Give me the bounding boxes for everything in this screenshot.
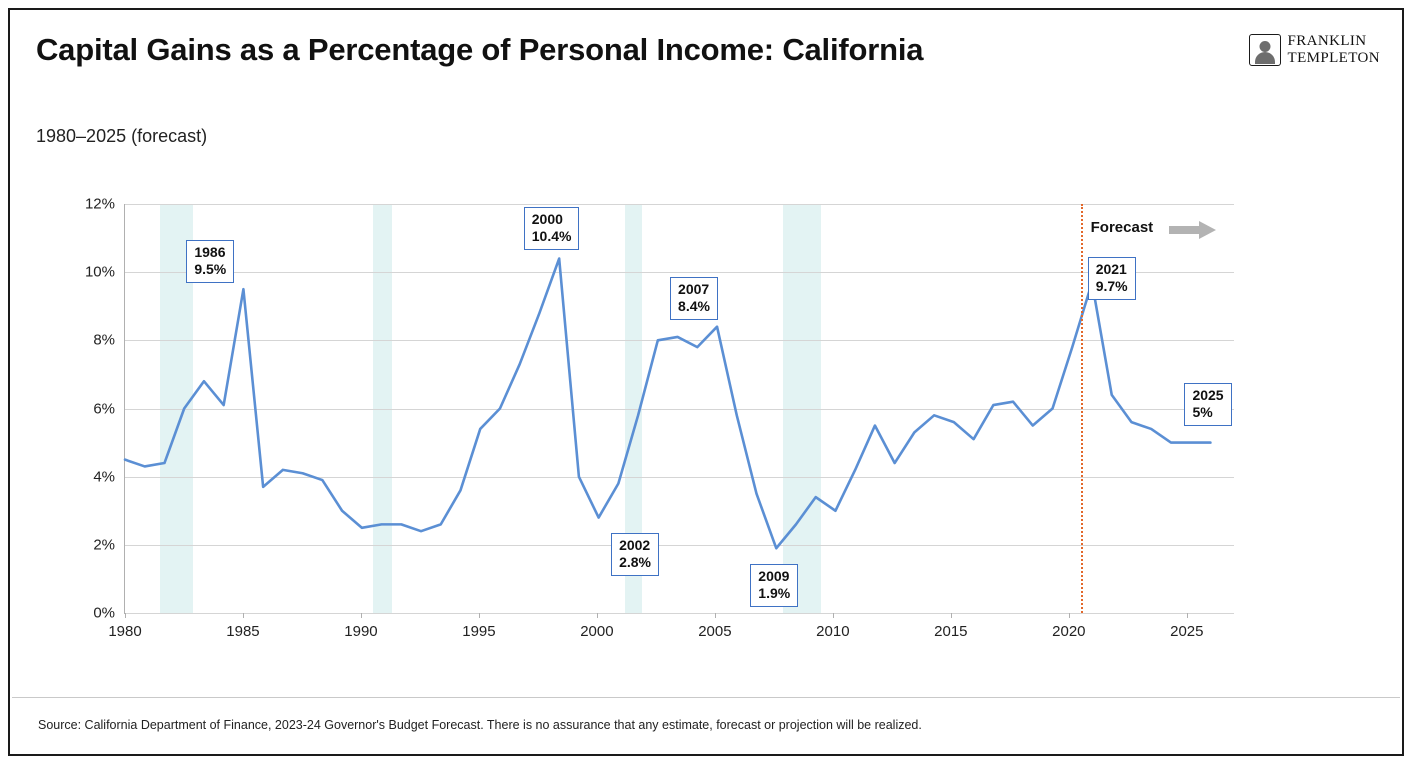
x-axis-tick-label: 2015 (934, 623, 968, 640)
x-axis-tick-label: 1985 (226, 623, 260, 640)
footer-divider (12, 697, 1400, 698)
callout-year: 2000 (531, 211, 563, 228)
logo-portrait-icon (1249, 34, 1281, 66)
data-callout (186, 240, 234, 283)
callout-year: 2007 (678, 281, 710, 298)
callout-year: 2025 (1192, 386, 1224, 403)
callout-year: 2021 (1095, 260, 1127, 277)
x-axis-tick-label: 2010 (816, 623, 850, 640)
y-axis-tick-label: 0% (93, 604, 115, 622)
forecast-divider-line (1081, 204, 1083, 613)
capital-gains-line-series (125, 204, 1234, 613)
y-axis-tick-label: 12% (84, 195, 115, 213)
data-callout (1088, 257, 1136, 300)
page-title: Capital Gains as a Percentage of Personal Income: California (36, 32, 924, 67)
x-axis-tick-mark (125, 613, 126, 618)
y-axis-tick-label: 6% (93, 400, 115, 417)
data-callout (524, 207, 580, 250)
x-axis-tick-label: 1980 (108, 623, 142, 640)
callout-value: 8.4% (678, 298, 710, 315)
plot-canvas (84, 195, 1234, 640)
callout-value: 9.5% (194, 260, 227, 277)
x-axis-tick-mark (479, 613, 480, 618)
x-axis-tick-label: 2025 (1170, 623, 1204, 640)
y-axis-tick-label: 8% (93, 331, 115, 349)
x-axis-tick-mark (1069, 613, 1070, 618)
chart-card (8, 8, 1404, 756)
data-callout (1184, 383, 1231, 426)
forecast-arrow-icon (1169, 221, 1217, 244)
source-note: Source: California Department of Finance, 2023-24 Governor's Budget Forecast. There is no assurance that any estimate, forecast or projection will be realized. (38, 718, 922, 732)
logo-line-2: TEMPLETON (1287, 50, 1380, 66)
x-axis-tick-label: 2005 (698, 623, 732, 640)
callout-value: 9.7% (1095, 277, 1128, 294)
callout-year: 2009 (758, 567, 790, 584)
callout-value: 10.4% (531, 228, 572, 245)
logo-line-1: FRANKLIN (1287, 33, 1367, 49)
gridline (125, 613, 1234, 614)
x-axis-tick-label: 1990 (344, 623, 378, 640)
x-axis-tick-mark (1187, 613, 1188, 618)
x-axis-tick-mark (715, 613, 716, 618)
x-axis-tick-label: 1995 (462, 623, 496, 640)
x-axis-tick-label: 2000 (580, 623, 614, 640)
x-axis-tick-label: 2020 (1052, 623, 1086, 640)
y-axis-tick-label: 2% (93, 536, 115, 554)
y-axis-tick-label: 4% (93, 468, 115, 486)
x-axis-tick-mark (243, 613, 244, 618)
callout-value: 2.8% (619, 553, 651, 570)
data-callout (670, 277, 718, 320)
callout-value: 1.9% (758, 584, 791, 601)
x-axis-tick-mark (597, 613, 598, 618)
x-axis-tick-mark (833, 613, 834, 618)
data-callout (750, 564, 798, 607)
chart-subtitle: 1980–2025 (forecast) (36, 126, 208, 146)
callout-year: 1986 (194, 243, 226, 260)
x-axis-tick-mark (951, 613, 952, 618)
chart-area (36, 180, 1366, 670)
logo-wordmark (1288, 34, 1381, 66)
forecast-label: Forecast (1090, 219, 1154, 237)
y-axis-tick-label: 10% (84, 263, 115, 281)
x-axis-tick-mark (361, 613, 362, 618)
franklin-templeton-logo (1249, 34, 1381, 66)
callout-value: 5% (1192, 403, 1213, 420)
data-callout (611, 533, 659, 576)
callout-year: 2002 (619, 536, 651, 553)
